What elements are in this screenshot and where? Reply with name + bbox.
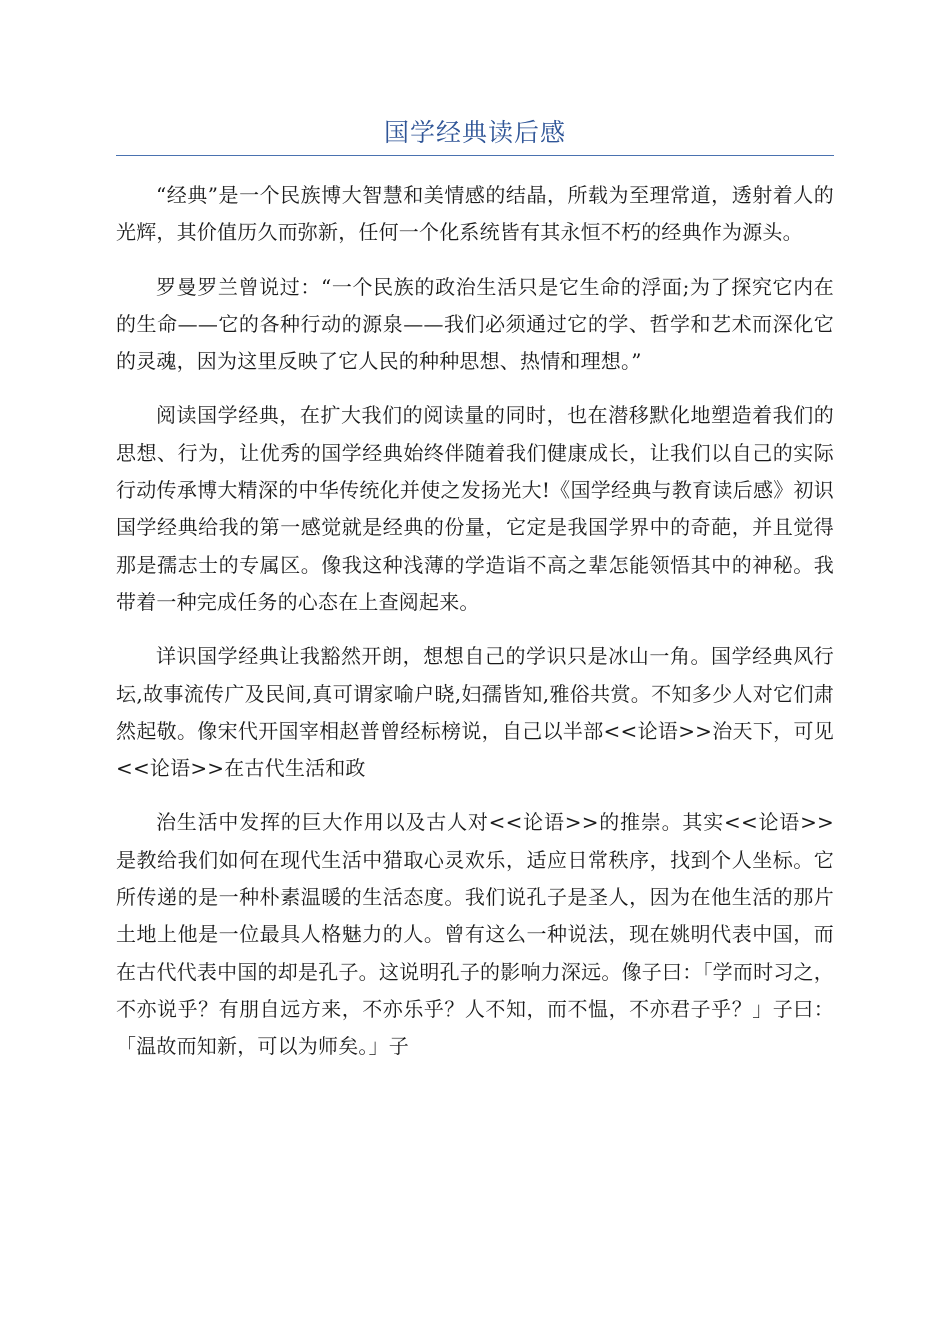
- paragraph-1: “经典”是一个民族博大智慧和美情感的结晶，所载为至理常道，透射着人的光辉，其价值历久而弥新，任何一个化系统皆有其永恒不朽的经典作为源头。: [116, 183, 834, 245]
- paragraph-2: 罗曼罗兰曾说过：“一个民族的政治生活只是它生命的浮面;为了探究它内在的生命——它的各种行动的源泉——我们必须通过它的学、哲学和艺术而深化它的灵魂，因为这里反映了它人民的种种思想、热情和理想。”: [116, 274, 834, 374]
- title-underline: [116, 155, 834, 156]
- paragraph-5: 治生活中发挥的巨大作用以及古人对<<论语>>的推崇。其实<<论语>>是教给我们如何在现代生活中猎取心灵欢乐，适应日常秩序，找到个人坐标。它所传递的是一种朴素温暖的生活态度。我们说孔子是圣人，因为在他生活的那片土地上他是一位最具人格魅力的人。曾有这么一种说法，现在姚明代表中国，而在古代代表中国的却是孔子。这说明孔子的影响力深远。像子曰：「学而时习之，不亦说乎？有朋自远方来，不亦乐乎？人不知，而不愠，不亦君子乎？」子曰：「温故而知新，可以为师矣。」子: [116, 810, 834, 1059]
- page-title: 国学经典读后感: [383, 118, 566, 147]
- paragraph-4: 详识国学经典让我豁然开朗，想想自己的学识只是冰山一角。国学经典风行坛,故事流传广及民间,真可谓家喻户晓,妇孺皆知,雅俗共赏。不知多少人对它们肃然起敬。像宋代开国宰相赵普曾经标榜说，自己以半部<<论语>>治天下，可见<<论语>>在古代生活和政: [116, 644, 834, 781]
- document-body: [116, 177, 834, 1083]
- paragraph-3: 阅读国学经典，在扩大我们的阅读量的同时，也在潜移默化地塑造着我们的思想、行为，让优秀的国学经典始终伴随着我们健康成长，让我们以自己的实际行动传承博大精深的中华传统化并使之发扬光大!《国学经典与教育读后感》初识国学经典给我的第一感觉就是经典的份量，它定是我国学界中的奇葩，并且觉得那是孺志士的专属区。像我这种浅薄的学造诣不高之辈怎能领悟其中的神秘。我带着一种完成任务的心态在上查阅起来。: [116, 403, 834, 614]
